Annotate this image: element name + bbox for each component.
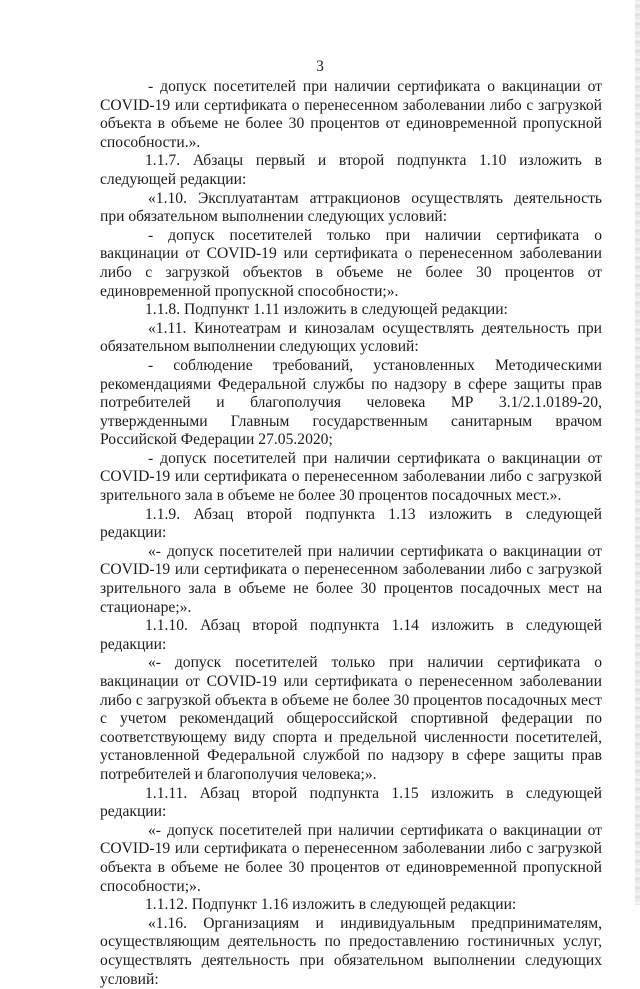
scan-edge	[635, 0, 640, 905]
paragraph: 1.1.10. Абзац второй подпункта 1.14 изложить в следующей редакции:	[100, 617, 602, 653]
paragraph: «- допуск посетителей при наличии сертификата о вакцинации от COVID-19 или сертификата о перенесенном заболевании либо с загрузкой объекта в объеме не более 30 процентов от единовременной пропускной способности;».	[100, 821, 602, 895]
paragraph: - допуск посетителей только при наличии сертификата о вакцинации от COVID-19 или сертификата о перенесенном заболевании либо с загрузкой объектов в объеме не более 30 процентов от единовременной пропускной способности;».	[100, 226, 602, 300]
document-body	[100, 78, 602, 989]
paragraph: «1.10. Эксплуатантам аттракционов осуществлять деятельность при обязательном выполнении следующих условий:	[100, 189, 602, 226]
paragraph: 1.1.11. Абзац второй подпункта 1.15 изложить в следующей редакции:	[100, 784, 602, 821]
paragraph: - допуск посетителей при наличии сертификата о вакцинации от COVID-19 или сертификата о перенесенном заболевании либо с загрузкой зрительного зала в объеме не более 30 процентов посадочных мест.».	[100, 449, 602, 505]
paragraph: «- допуск посетителей при наличии сертификата о вакцинации от COVID-19 или сертификата о перенесенном заболевании либо с загрузкой зрительного зала в объеме не более 30 процентов посадочных мест на стационаре;».	[100, 542, 602, 616]
paragraph: 1.1.8. Подпункт 1.11 изложить в следующей редакции:	[145, 301, 508, 319]
paragraph: «1.16. Организациям и индивидуальным предпринимателям, осуществляющим деятельность по предоставлению гостиничных услуг, осуществлять деятельность при обязательном выполнении следующих условий:	[100, 914, 602, 988]
page-number: 3	[316, 58, 324, 75]
paragraph: 1.1.12. Подпункт 1.16 изложить в следующей редакции:	[145, 896, 517, 914]
paragraph: - соблюдение требований, установленных Методическими рекомендациями Федеральной службы по надзору в сфере защиты прав потребителей и благополучия человека МР 3.1/2.1.0189-20, утвержденными Главным государственным санитарным врачом Российской Федерации 27.05.2020;	[100, 356, 602, 449]
paragraph: 1.1.9. Абзац второй подпункта 1.13 изложить в следующей редакции:	[100, 505, 602, 542]
paragraph: 1.1.7. Абзацы первый и второй подпункта 1.10 изложить в следующей редакции:	[100, 152, 602, 188]
paragraph: - допуск посетителей при наличии сертификата о вакцинации от COVID-19 или сертификата о перенесенном заболевании либо с загрузкой объекта в объеме не более 30 процентов от единовременной пропускной способности.».	[100, 78, 602, 151]
paragraph: «1.11. Кинотеатрам и кинозалам осуществлять деятельность при обязательном выполнении следующих условий:	[100, 319, 602, 356]
paragraph: «- допуск посетителей только при наличии сертификата о вакцинации от COVID-19 или сертификата о перенесенном заболевании либо с загрузкой объекта в объеме не более 30 процентов посадочных мест с учетом рекомендаций общероссийской спортивной федерации по соответствующему виду спорта и предельной численности посетителей, установленной Федеральной службой по надзору в сфере защиты прав потребителей и благополучия человека;».	[100, 654, 602, 783]
